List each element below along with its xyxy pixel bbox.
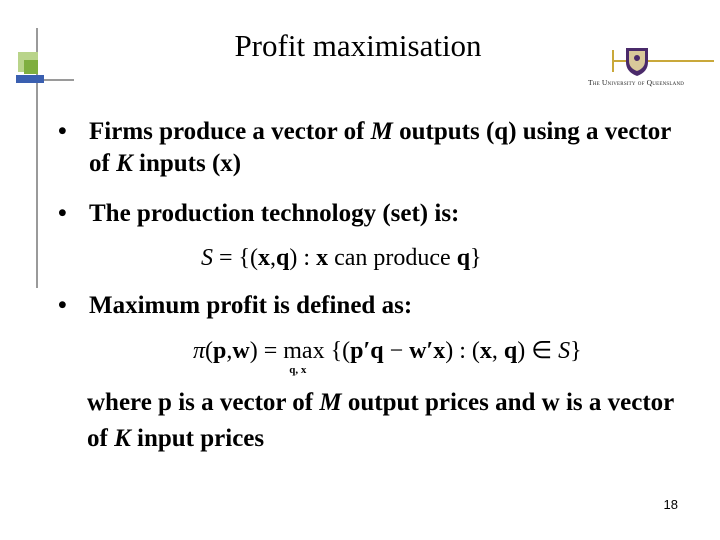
logo-text: The University of Queensland [588,78,685,87]
where-explanation: where p is a vector of M output prices and w is a vector of K input prices [87,389,674,452]
decorative-horizontal-line [44,79,74,81]
bullet-marker: • [58,200,67,227]
max-profit-formula: π(p,w) = max q, x {(p′q − w′x) : (x, q) ∈ S} [193,338,582,376]
bullet-marker: • [58,118,67,145]
university-logo [588,46,718,98]
crest-icon [588,46,718,78]
bullet-text: The production technology (set) is: [89,200,460,227]
page-number: 18 [663,497,678,512]
production-set-formula: S = {(x,q) : x can produce q} [201,245,482,271]
bullet-text: Firms produce a vector of M outputs (q) using a vector of K inputs (x) [89,118,671,177]
bullet-text: Maximum profit is defined as: [89,292,413,319]
bullet-marker: • [58,292,67,319]
decorative-blue-bar [16,75,44,83]
max-operator: max q, x [283,338,325,376]
slide-title: Profit maximisation [234,28,482,63]
